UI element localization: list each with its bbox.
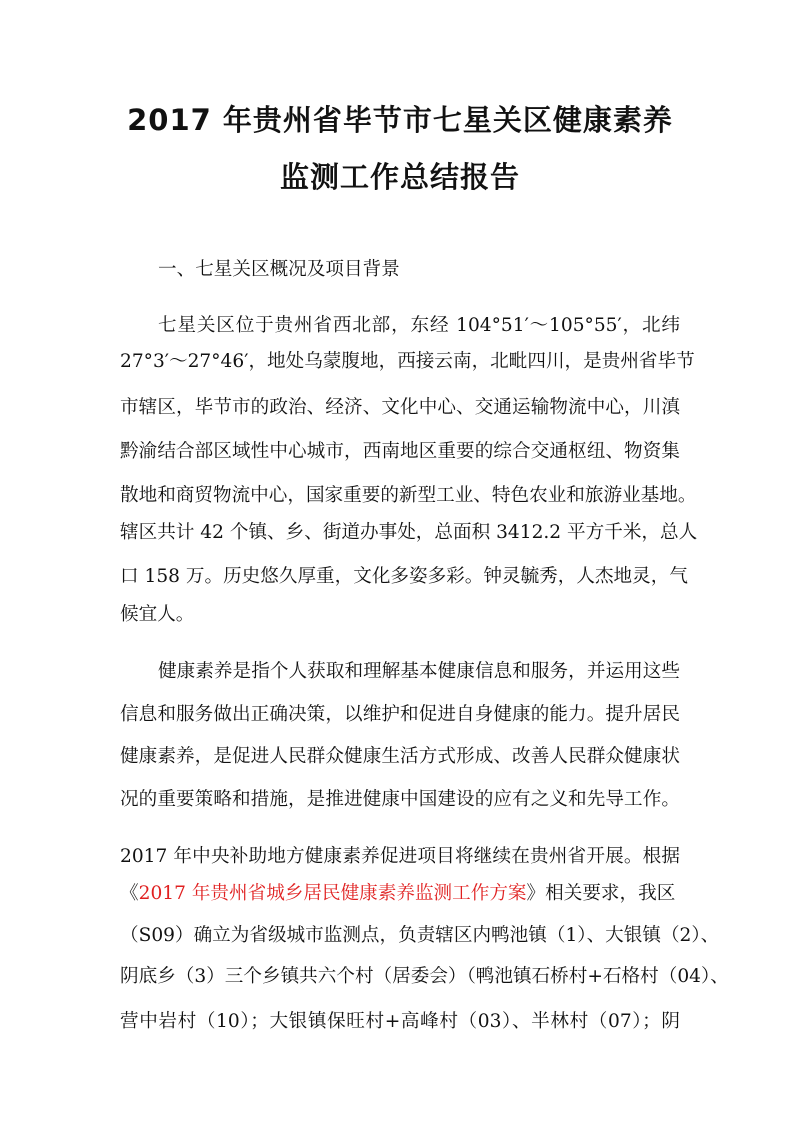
paragraph-2-line: 健康素养，是促进人民群众健康生活方式形成、改善人民群众健康状 (120, 746, 680, 767)
paragraph-3-line: 阴底乡（3）三个乡镇共六个村（居委会）（鸭池镇石桥村+石格村（04）、 (120, 966, 729, 987)
paragraph-1-line: 七星关区位于贵州省西北部，东经 104°51′～105°55′，北纬 (158, 315, 680, 336)
paragraph-3-line: 营中岩村（10）；大银镇保旺村+高峰村（03）、半林村（07）；阴 (120, 1011, 680, 1032)
paragraph-3-line-with-link (120, 882, 680, 906)
paragraph-1-line: 市辖区，毕节市的政治、经济、文化中心、交通运输物流中心，川滇 (120, 397, 680, 418)
paragraph-3-line: （S09）确立为省级城市监测点，负责辖区内鸭池镇（1）、大银镇（2）、 (120, 925, 720, 946)
paragraph-2-line: 信息和服务做出正确决策，以维护和促进自身健康的能力。提升居民 (120, 704, 680, 725)
paragraph-1-line: 27°3′～27°46′，地处乌蒙腹地，西接云南，北毗四川，是贵州省毕节 (120, 351, 695, 372)
paragraph-1-line: 辖区共计 42 个镇、乡、街道办事处，总面积 3412.2 平方千米，总人 (120, 522, 698, 543)
document-title-line-1: 2017 年贵州省毕节市七星关区健康素养 (127, 103, 673, 137)
document-title-line-2: 监测工作总结报告 (279, 160, 520, 194)
paragraph-1-line: 散地和商贸物流中心，国家重要的新型工业、特色农业和旅游业基地。 (120, 485, 697, 506)
paragraph-1-line: 黔渝结合部区域性中心城市，西南地区重要的综合交通枢纽、物资集 (120, 441, 680, 462)
paragraph-3-line: 2017 年中央补助地方健康素养促进项目将继续在贵州省开展。根据 (120, 846, 680, 867)
section-heading: 一、七星关区概况及项目背景 (158, 259, 400, 280)
paragraph-1-line: 口 158 万。历史悠久厚重，文化多姿多彩。钟灵毓秀，人杰地灵，气 (120, 566, 688, 587)
open-quote: 《 (120, 883, 139, 904)
paragraph-1-line: 候宜人。 (120, 604, 195, 625)
close-quote-text: 》相关要求，我区 (526, 883, 676, 904)
paragraph-2-line: 况的重要策略和措施，是推进健康中国建设的应有之义和先导工作。 (120, 789, 680, 810)
paragraph-2-line: 健康素养是指个人获取和理解基本健康信息和服务，并运用这些 (158, 661, 680, 682)
work-plan-link[interactable]: 2017 年贵州省城乡居民健康素养监测工作方案 (138, 883, 527, 904)
